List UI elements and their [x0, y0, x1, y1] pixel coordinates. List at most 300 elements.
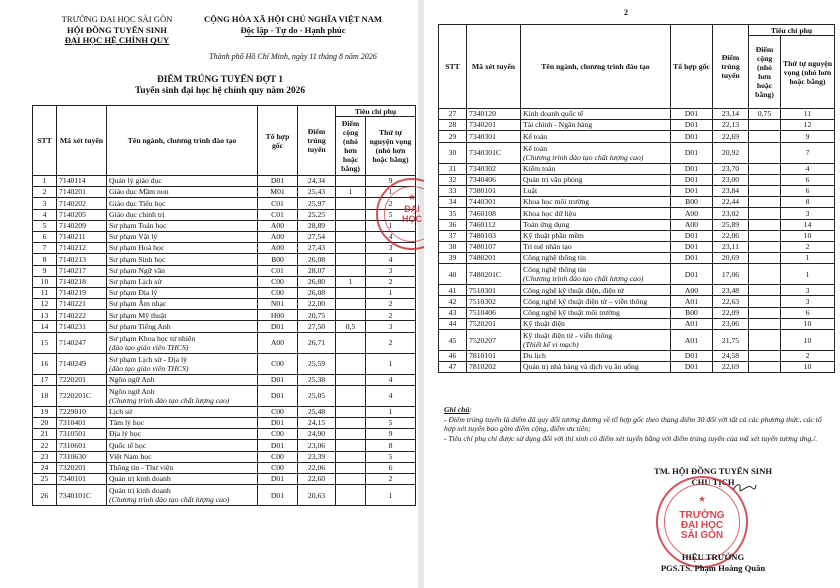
row-code: 7140221 — [57, 299, 107, 310]
col-order: Thứ tự nguyện vọng (nhỏ hơn hoặc bằng) — [781, 36, 835, 109]
program-name: Quản trị kinh doanh — [109, 486, 171, 496]
row-score: 23,06 — [298, 440, 336, 451]
row-score: 20,92 — [713, 142, 749, 163]
row-stt: 13 — [33, 310, 57, 321]
program-name: Sư phạm Lịch sử - Địa lý — [109, 354, 187, 364]
row-stt: 42 — [439, 296, 467, 307]
program-name: Ngôn ngữ Anh — [109, 386, 155, 396]
row-score: 23,48 — [713, 285, 749, 296]
row-code: 7460108 — [467, 208, 521, 219]
row-stt: 3 — [33, 198, 57, 209]
row-order: 11 — [781, 109, 835, 120]
row-score: 24,15 — [298, 418, 336, 429]
program-name: Trí tuệ nhân tạo — [523, 242, 572, 252]
table-row — [33, 265, 416, 276]
row-code: 7810202 — [467, 362, 521, 373]
row-score: 23,00 — [713, 174, 749, 185]
row-order: 6 — [781, 185, 835, 196]
row-stt: 7 — [33, 243, 57, 254]
row-stt: 15 — [33, 332, 57, 353]
program-name: Kinh doanh quốc tế — [523, 109, 584, 119]
program-name: Sư phạm Khoa học tự nhiên — [109, 333, 196, 343]
notes-section: Ghi chú: - Điểm trúng tuyển là điểm đã quy đổi tương đương về tổ hợp gốc theo thang điểm 30 đối với tất cả các phương thức, các tổ hợp xét tuyển bao gồm điểm cộng, điểm ưu tiên; - Tiêu chí phụ chỉ được sử dụng đối với thí sinh có điểm xét tuyển bằng với điểm trúng tuyển của mã xét tuyển tương ứng./. — [444, 405, 829, 443]
row-bonus — [749, 253, 781, 264]
row-code: 7140219 — [57, 287, 107, 298]
row-stt: 12 — [33, 299, 57, 310]
row-combo: C00 — [258, 353, 298, 374]
row-stt: 24 — [33, 462, 57, 473]
table-row — [33, 287, 416, 298]
row-bonus — [336, 254, 366, 265]
table-row — [33, 231, 416, 242]
admission-score-table-1 — [32, 105, 416, 506]
program-name: Du lịch — [523, 351, 546, 361]
row-bonus — [749, 120, 781, 131]
row-program-name — [521, 131, 671, 142]
program-note: (Thiết kế vi mạch) — [523, 340, 579, 349]
row-score: 24,58 — [713, 351, 749, 362]
row-score: 22,09 — [713, 307, 749, 318]
row-program-name — [107, 310, 258, 321]
row-score: 23,06 — [713, 318, 749, 329]
university-seal-stamp: ★ TRƯỜNG ĐẠI HỌC SÀI GÒN — [656, 476, 748, 568]
program-name: Kiểm toán — [523, 163, 556, 173]
table-row — [439, 241, 835, 252]
col-bonus: Điểm cộng (nhỏ hơn hoặc bằng) — [749, 36, 781, 109]
row-program-name — [521, 285, 671, 296]
row-code: 7340101C — [57, 485, 107, 506]
row-combo: H00 — [258, 310, 298, 321]
row-program-name — [107, 473, 258, 484]
row-combo: D01 — [258, 385, 298, 406]
row-stt: 47 — [439, 362, 467, 373]
row-code: 7220201C — [57, 385, 107, 406]
row-code: 7340201 — [467, 120, 521, 131]
program-name: Kỹ thuật điện — [523, 319, 565, 329]
row-program-name — [521, 318, 671, 329]
row-combo: D01 — [258, 418, 298, 429]
row-stt: 1 — [33, 176, 57, 187]
program-name: Lịch sử — [109, 407, 133, 417]
signer-name: PGS.TS. Phạm Hoàng Quân — [660, 562, 766, 573]
row-order: 1 — [366, 406, 416, 417]
table-row — [33, 353, 416, 374]
row-score: 23,70 — [713, 163, 749, 174]
row-code: 7340120 — [467, 109, 521, 120]
table-row — [33, 276, 416, 287]
table-row — [33, 440, 416, 451]
program-name: Giáo dục chính trị — [109, 209, 165, 219]
row-code: 7140205 — [57, 209, 107, 220]
row-combo: D01 — [671, 142, 713, 163]
table-row — [33, 418, 416, 429]
program-name: Ngôn ngữ Anh — [109, 374, 155, 384]
row-bonus — [749, 318, 781, 329]
row-stt: 43 — [439, 307, 467, 318]
row-code: 7340301C — [467, 142, 521, 163]
row-program-name — [521, 219, 671, 230]
motto: Độc lập - Tự do - Hạnh phúc — [240, 24, 346, 35]
row-stt: 38 — [439, 241, 467, 252]
row-score: 23,39 — [298, 451, 336, 462]
row-order: 4 — [366, 231, 416, 242]
table-row — [439, 285, 835, 296]
row-combo: A00 — [671, 208, 713, 219]
row-code: 7380101 — [467, 185, 521, 196]
row-score: 22,63 — [713, 296, 749, 307]
row-code: 7310501 — [57, 429, 107, 440]
row-bonus: 0,5 — [336, 321, 366, 332]
program-name: Sư phạm Sinh học — [109, 254, 166, 264]
row-bonus — [336, 265, 366, 276]
col-sub-criteria: Tiêu chí phụ — [336, 106, 416, 117]
issuer-header — [52, 14, 182, 46]
table-row — [439, 318, 835, 329]
row-bonus — [336, 231, 366, 242]
row-program-name — [521, 253, 671, 264]
row-bonus — [749, 285, 781, 296]
row-score: 25,38 — [298, 374, 336, 385]
program-name: Luật — [523, 186, 538, 196]
row-code: 7140212 — [57, 243, 107, 254]
row-bonus — [336, 209, 366, 220]
table-row — [33, 198, 416, 209]
row-combo: C00 — [258, 429, 298, 440]
issuer-line-2: HỘI ĐỒNG TUYỂN SINH — [67, 24, 167, 35]
col-score: Điểm trúng tuyển — [298, 106, 336, 176]
row-program-name — [107, 265, 258, 276]
row-score: 25,89 — [713, 219, 749, 230]
col-code: Mã xét tuyển — [467, 25, 521, 109]
row-program-name — [107, 462, 258, 473]
row-program-name — [521, 142, 671, 163]
row-stt: 19 — [33, 406, 57, 417]
row-combo: B00 — [671, 307, 713, 318]
table-row — [439, 362, 835, 373]
row-order: 1 — [366, 485, 416, 506]
row-order: 9 — [366, 429, 416, 440]
row-code: 7480103 — [467, 230, 521, 241]
row-order: 2 — [366, 332, 416, 353]
row-score: 25,97 — [298, 198, 336, 209]
row-order: 10 — [781, 230, 835, 241]
col-bonus: Điểm cộng (nhỏ hơn hoặc bằng) — [336, 117, 366, 176]
row-stt: 36 — [439, 219, 467, 230]
row-bonus — [749, 230, 781, 241]
row-combo: D01 — [258, 473, 298, 484]
row-score: 26,80 — [298, 276, 336, 287]
row-order: 3 — [781, 208, 835, 219]
table-row — [33, 473, 416, 484]
table-row — [33, 187, 416, 198]
document-title: ĐIỂM TRÚNG TUYỂN ĐỢT 1 — [156, 75, 284, 85]
row-combo: A00 — [671, 285, 713, 296]
row-program-name — [521, 296, 671, 307]
table-row — [439, 253, 835, 264]
row-code: 7340101 — [57, 473, 107, 484]
row-combo: A00 — [258, 243, 298, 254]
row-bonus: 1 — [336, 187, 366, 198]
row-order: 10 — [781, 318, 835, 329]
row-program-name — [107, 209, 258, 220]
row-stt: 9 — [33, 265, 57, 276]
document-page-2 — [424, 0, 840, 588]
row-code: 7140222 — [57, 310, 107, 321]
row-code: 7810101 — [467, 351, 521, 362]
table-row — [33, 321, 416, 332]
note-2: - Tiêu chí phụ chỉ được sử dụng đối với thí sinh có điểm xét tuyển bằng với điểm trúng tuyển của mã xét tuyển tương ứng./. — [444, 433, 818, 443]
program-name: Kế toán — [523, 143, 548, 153]
row-stt: 40 — [439, 264, 467, 285]
row-score: 25,59 — [298, 353, 336, 374]
table-row — [439, 142, 835, 163]
program-name: Quản lý giáo dục — [109, 176, 162, 186]
row-stt: 5 — [33, 220, 57, 231]
row-stt: 25 — [33, 473, 57, 484]
row-combo: D01 — [671, 253, 713, 264]
row-bonus — [336, 429, 366, 440]
table-row — [33, 406, 416, 417]
row-code: 7520207 — [467, 330, 521, 351]
row-order: 2 — [366, 299, 416, 310]
row-combo: D01 — [671, 264, 713, 285]
row-combo: D01 — [671, 174, 713, 185]
row-stt: 37 — [439, 230, 467, 241]
program-note: (Chương trình đào tạo chất lượng cao) — [523, 152, 644, 162]
row-program-name — [107, 176, 258, 187]
table-row — [33, 243, 416, 254]
row-score: 20,63 — [298, 485, 336, 506]
row-bonus — [336, 243, 366, 254]
program-name: Toán ứng dụng — [523, 219, 570, 229]
row-code: 7480201 — [467, 253, 521, 264]
row-program-name — [521, 163, 671, 174]
row-code: 7520201 — [467, 318, 521, 329]
program-name: Sư phạm Địa lý — [109, 288, 158, 298]
row-bonus — [749, 219, 781, 230]
row-code: 7140218 — [57, 276, 107, 287]
table-row — [439, 163, 835, 174]
row-program-name — [107, 243, 258, 254]
col-name: Tên ngành, chương trình đào tạo — [107, 106, 258, 176]
row-code: 7480201C — [467, 264, 521, 285]
row-bonus — [336, 176, 366, 187]
row-order: 2 — [781, 241, 835, 252]
program-name: Sư phạm Vật lý — [109, 232, 158, 242]
table-row — [439, 264, 835, 285]
row-code: 7340406 — [467, 174, 521, 185]
row-order: 6 — [781, 307, 835, 318]
row-stt: 30 — [439, 142, 467, 163]
signer-block — [638, 552, 788, 573]
program-name: Giáo dục Mầm non — [109, 187, 169, 197]
row-program-name — [107, 385, 258, 406]
row-combo: C00 — [258, 287, 298, 298]
row-stt: 10 — [33, 276, 57, 287]
row-order: 3 — [366, 265, 416, 276]
row-combo: D01 — [671, 362, 713, 373]
table-row — [33, 209, 416, 220]
row-order: 2 — [366, 473, 416, 484]
row-combo: D01 — [258, 176, 298, 187]
program-name: Sư phạm Mỹ thuật — [109, 310, 167, 320]
row-program-name — [107, 254, 258, 265]
row-code: 7460112 — [467, 219, 521, 230]
row-bonus — [336, 462, 366, 473]
row-code: 7310630 — [57, 451, 107, 462]
row-combo: D01 — [671, 109, 713, 120]
row-code: 7140114 — [57, 176, 107, 187]
program-name: Sư phạm Tiếng Anh — [109, 321, 171, 331]
row-stt: 35 — [439, 208, 467, 219]
row-stt: 41 — [439, 285, 467, 296]
program-note: (đào tạo giáo viên THCS) — [109, 342, 189, 352]
row-order: 9 — [781, 131, 835, 142]
row-code: 7140211 — [57, 231, 107, 242]
row-order: 10 — [781, 330, 835, 351]
row-combo: A00 — [258, 332, 298, 353]
row-order: 2 — [366, 276, 416, 287]
row-combo: D01 — [258, 374, 298, 385]
col-combo: Tổ hợp gốc — [258, 106, 298, 176]
table-row — [439, 296, 835, 307]
row-score: 27,43 — [298, 243, 336, 254]
col-order: Thứ tự nguyện vọng (nhỏ hơn hoặc bằng) — [366, 117, 416, 176]
row-bonus — [336, 451, 366, 462]
table-body-2 — [439, 109, 835, 373]
row-code: 7320201 — [57, 462, 107, 473]
row-bonus — [336, 406, 366, 417]
row-stt: 28 — [439, 120, 467, 131]
row-program-name — [107, 485, 258, 506]
row-score: 27,54 — [298, 231, 336, 242]
row-program-name — [107, 429, 258, 440]
row-stt: 31 — [439, 163, 467, 174]
row-combo: D01 — [671, 230, 713, 241]
admission-score-table-2 — [438, 24, 835, 373]
table-row — [439, 131, 835, 142]
table-row — [439, 174, 835, 185]
row-program-name — [107, 220, 258, 231]
row-score: 25,48 — [298, 406, 336, 417]
table-body-1 — [33, 176, 416, 506]
program-name: Sư phạm Hoá học — [109, 243, 165, 253]
row-stt: 34 — [439, 197, 467, 208]
row-order: 3 — [781, 296, 835, 307]
row-bonus — [749, 330, 781, 351]
table-row — [33, 254, 416, 265]
row-code: 7140249 — [57, 353, 107, 374]
row-combo: B00 — [671, 197, 713, 208]
row-code: 7140213 — [57, 254, 107, 265]
row-stt: 11 — [33, 287, 57, 298]
row-program-name — [521, 362, 671, 373]
row-order: 9 — [366, 176, 416, 187]
row-stt: 4 — [33, 209, 57, 220]
table-row — [33, 220, 416, 231]
program-name: Địa lý học — [109, 429, 142, 439]
col-sub-criteria: Tiêu chí phụ — [749, 25, 835, 36]
row-program-name — [107, 276, 258, 287]
row-bonus — [336, 440, 366, 451]
row-score: 20,75 — [298, 310, 336, 321]
row-combo: D01 — [671, 120, 713, 131]
row-score: 22,00 — [298, 299, 336, 310]
row-program-name — [107, 198, 258, 209]
row-order: 1 — [366, 287, 416, 298]
program-name: Sư phạm Ngữ văn — [109, 265, 165, 275]
row-score: 25,25 — [298, 209, 336, 220]
row-order: 1 — [781, 264, 835, 285]
place-date: Thành phố Hồ Chí Minh, ngày 11 tháng 8 năm 2026 — [209, 52, 377, 61]
table-row — [439, 330, 835, 351]
row-bonus — [336, 473, 366, 484]
row-score: 23,14 — [713, 109, 749, 120]
program-name: Công nghệ kỹ thuật môi trường — [523, 307, 620, 317]
row-score: 21,75 — [713, 330, 749, 351]
row-score: 25,05 — [298, 385, 336, 406]
row-order: 4 — [366, 374, 416, 385]
row-bonus — [749, 241, 781, 252]
row-stt: 39 — [439, 253, 467, 264]
program-name: Khoa học dữ liệu — [523, 208, 577, 218]
table-row — [33, 485, 416, 506]
row-combo: D01 — [671, 351, 713, 362]
row-stt: 27 — [439, 109, 467, 120]
row-combo: C00 — [258, 462, 298, 473]
row-code: 7340301 — [467, 131, 521, 142]
program-name: Sư phạm Lịch sử — [109, 276, 162, 286]
program-note: (Chương trình đào tạo chất lượng cao) — [109, 395, 230, 405]
row-bonus — [749, 351, 781, 362]
program-name: Quản trị nhà hàng và dịch vụ ăn uống — [523, 362, 639, 372]
row-bonus — [749, 142, 781, 163]
row-stt: 2 — [33, 187, 57, 198]
row-score: 25,43 — [298, 187, 336, 198]
program-name: Công nghệ thông tin — [523, 265, 586, 275]
row-bonus — [336, 287, 366, 298]
col-code: Mã xét tuyển — [57, 106, 107, 176]
program-note: (đào tạo giáo viên THCS) — [109, 363, 189, 373]
row-stt: 17 — [33, 374, 57, 385]
program-name: Thông tin - Thư viện — [109, 463, 174, 473]
table-row — [439, 109, 835, 120]
row-program-name — [107, 187, 258, 198]
row-score: 23,84 — [713, 185, 749, 196]
row-score: 22,69 — [713, 362, 749, 373]
table-row — [439, 230, 835, 241]
table-row — [33, 332, 416, 353]
row-bonus — [336, 220, 366, 231]
row-score: 26,08 — [298, 254, 336, 265]
program-name: Kỹ thuật phần mềm — [523, 230, 584, 240]
table-row — [33, 451, 416, 462]
row-program-name — [107, 231, 258, 242]
table-row — [33, 374, 416, 385]
row-program-name — [107, 321, 258, 332]
row-bonus — [336, 418, 366, 429]
row-bonus — [336, 385, 366, 406]
row-code: 7510406 — [467, 307, 521, 318]
row-code: 7310401 — [57, 418, 107, 429]
row-program-name — [521, 174, 671, 185]
program-note: (Chương trình đào tạo chất lượng cao) — [523, 274, 644, 284]
program-name: Sư phạm Âm nhạc — [109, 299, 167, 309]
row-program-name — [521, 351, 671, 362]
row-bonus — [749, 197, 781, 208]
row-program-name — [521, 264, 671, 285]
row-stt: 16 — [33, 353, 57, 374]
